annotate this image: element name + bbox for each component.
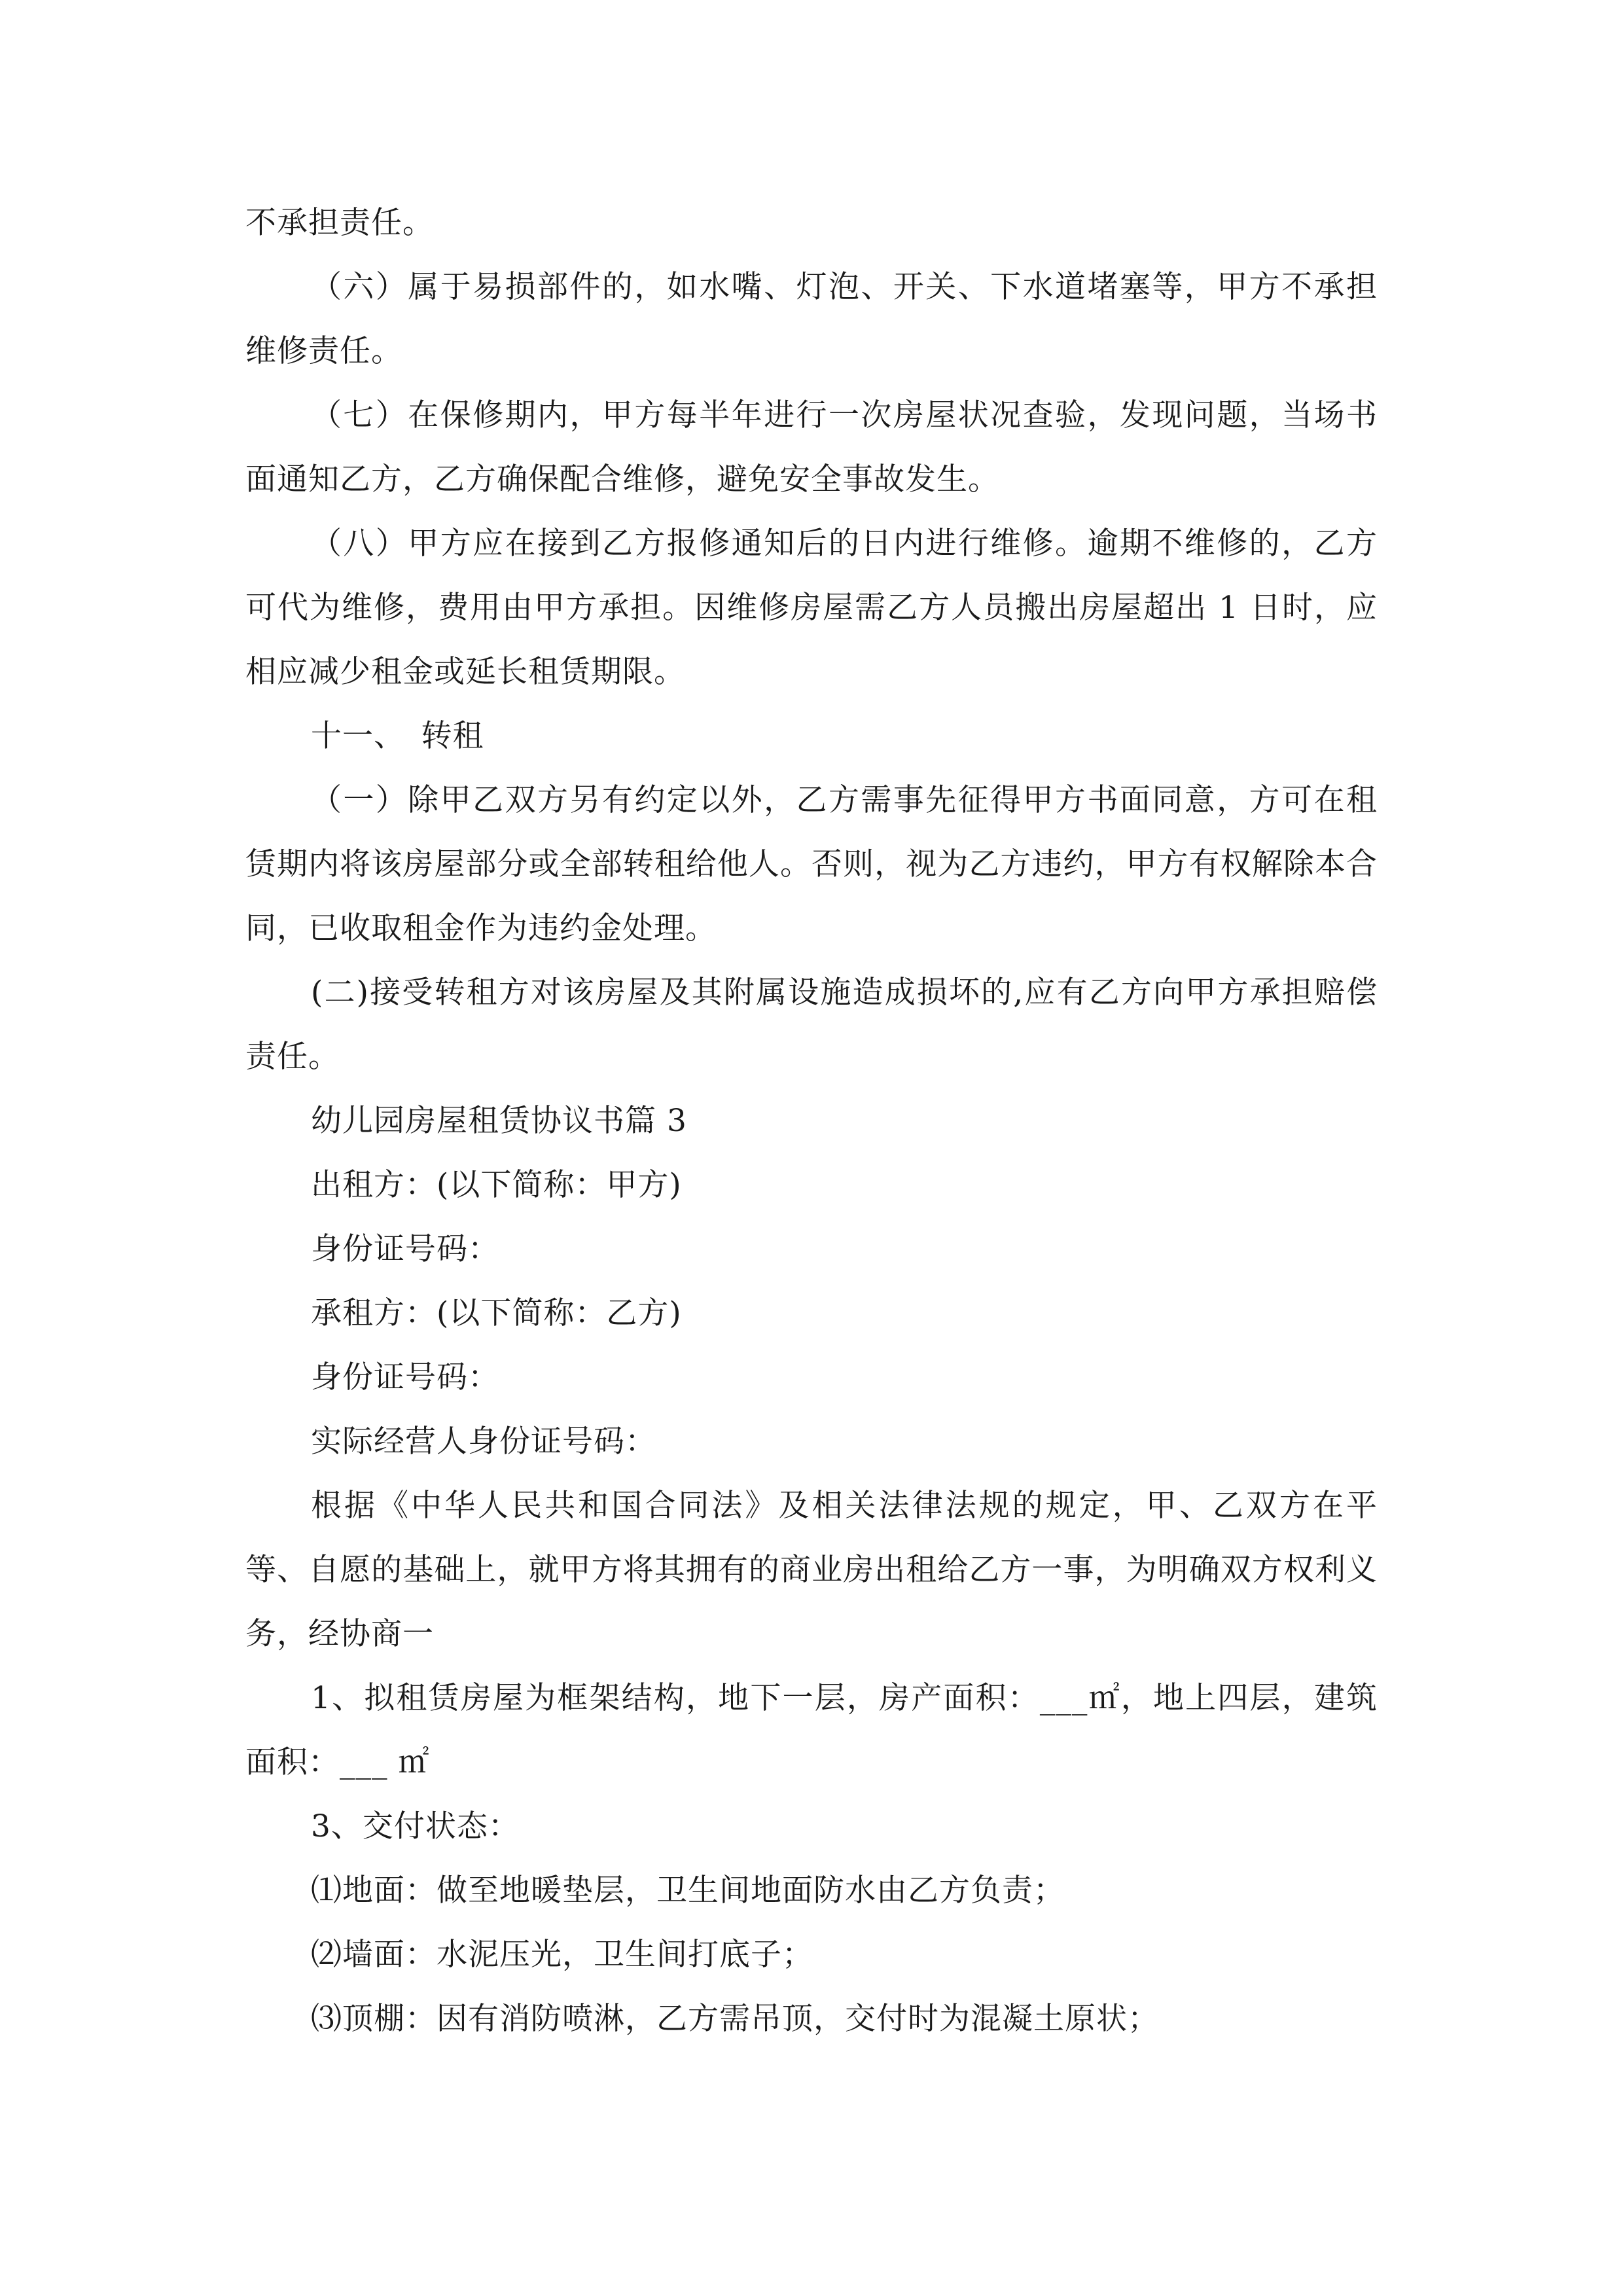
document-body [245, 191, 1378, 2051]
clause-3-item-1: ⑴地面：做至地暖垫层，卫生间地面防水由乙方负责； [311, 1873, 1065, 1909]
agreement-title: 幼儿园房屋租赁协议书篇 3 [311, 1103, 687, 1139]
clause-3-item-2: ⑵墙面：水泥压光，卫生间打底子； [311, 1937, 813, 1973]
clause-1: 1、拟租赁房屋为框架结构，地下一层，房产面积：___㎡，地上四层，建筑面积：___ ㎡ [245, 1680, 1378, 1780]
lessor-line: 出租方：(以下简称：甲方) [311, 1167, 682, 1203]
lessor-id-line: 身份证号码： [311, 1231, 499, 1267]
section-heading-sublease: 十一、 转租 [311, 718, 484, 754]
paragraph-7: (二)接受转租方对该房屋及其附属设施造成损坏的,应有乙方向甲方承担赔偿责任。 [245, 975, 1378, 1075]
clause-3-item-3: ⑶顶棚：因有消防喷淋，乙方需吊顶，交付时为混凝土原状； [311, 2001, 1159, 2037]
preamble-paragraph: 根据《中华人民共和国合同法》及相关法律法规的规定，甲、乙双方在平等、自愿的基础上，就甲方将其拥有的商业房出租给乙方一事，为明确双方权利义务，经协商一 [245, 1488, 1378, 1652]
lessee-id-line: 身份证号码： [311, 1359, 499, 1395]
lessee-line: 承租方：(以下简称：乙方) [311, 1295, 682, 1331]
paragraph-1: 不承担责任。 [245, 205, 434, 241]
paragraph-3: （七）在保修期内，甲方每半年进行一次房屋状况查验，发现问题，当场书面通知乙方，乙方确保配合维修，避免安全事故发生。 [245, 397, 1378, 497]
paragraph-2: （六）属于易损部件的，如水嘴、灯泡、开关、下水道堵塞等，甲方不承担维修责任。 [245, 269, 1378, 369]
operator-id-line: 实际经营人身份证号码： [311, 1424, 656, 1460]
paragraph-4: （八）甲方应在接到乙方报修通知后的日内进行维修。逾期不维修的，乙方可代为维修，费用由甲方承担。因维修房屋需乙方人员搬出房屋超出 1 日时，应相应减少租金或延长租赁期限。 [245, 526, 1378, 690]
paragraph-6: （一）除甲乙双方另有约定以外，乙方需事先征得甲方书面同意，方可在租赁期内将该房屋部分或全部转租给他人。否则，视为乙方违约，甲方有权解除本合同，已收取租金作为违约金处理。 [245, 782, 1378, 946]
clause-3: 3、交付状态： [311, 1808, 520, 1844]
